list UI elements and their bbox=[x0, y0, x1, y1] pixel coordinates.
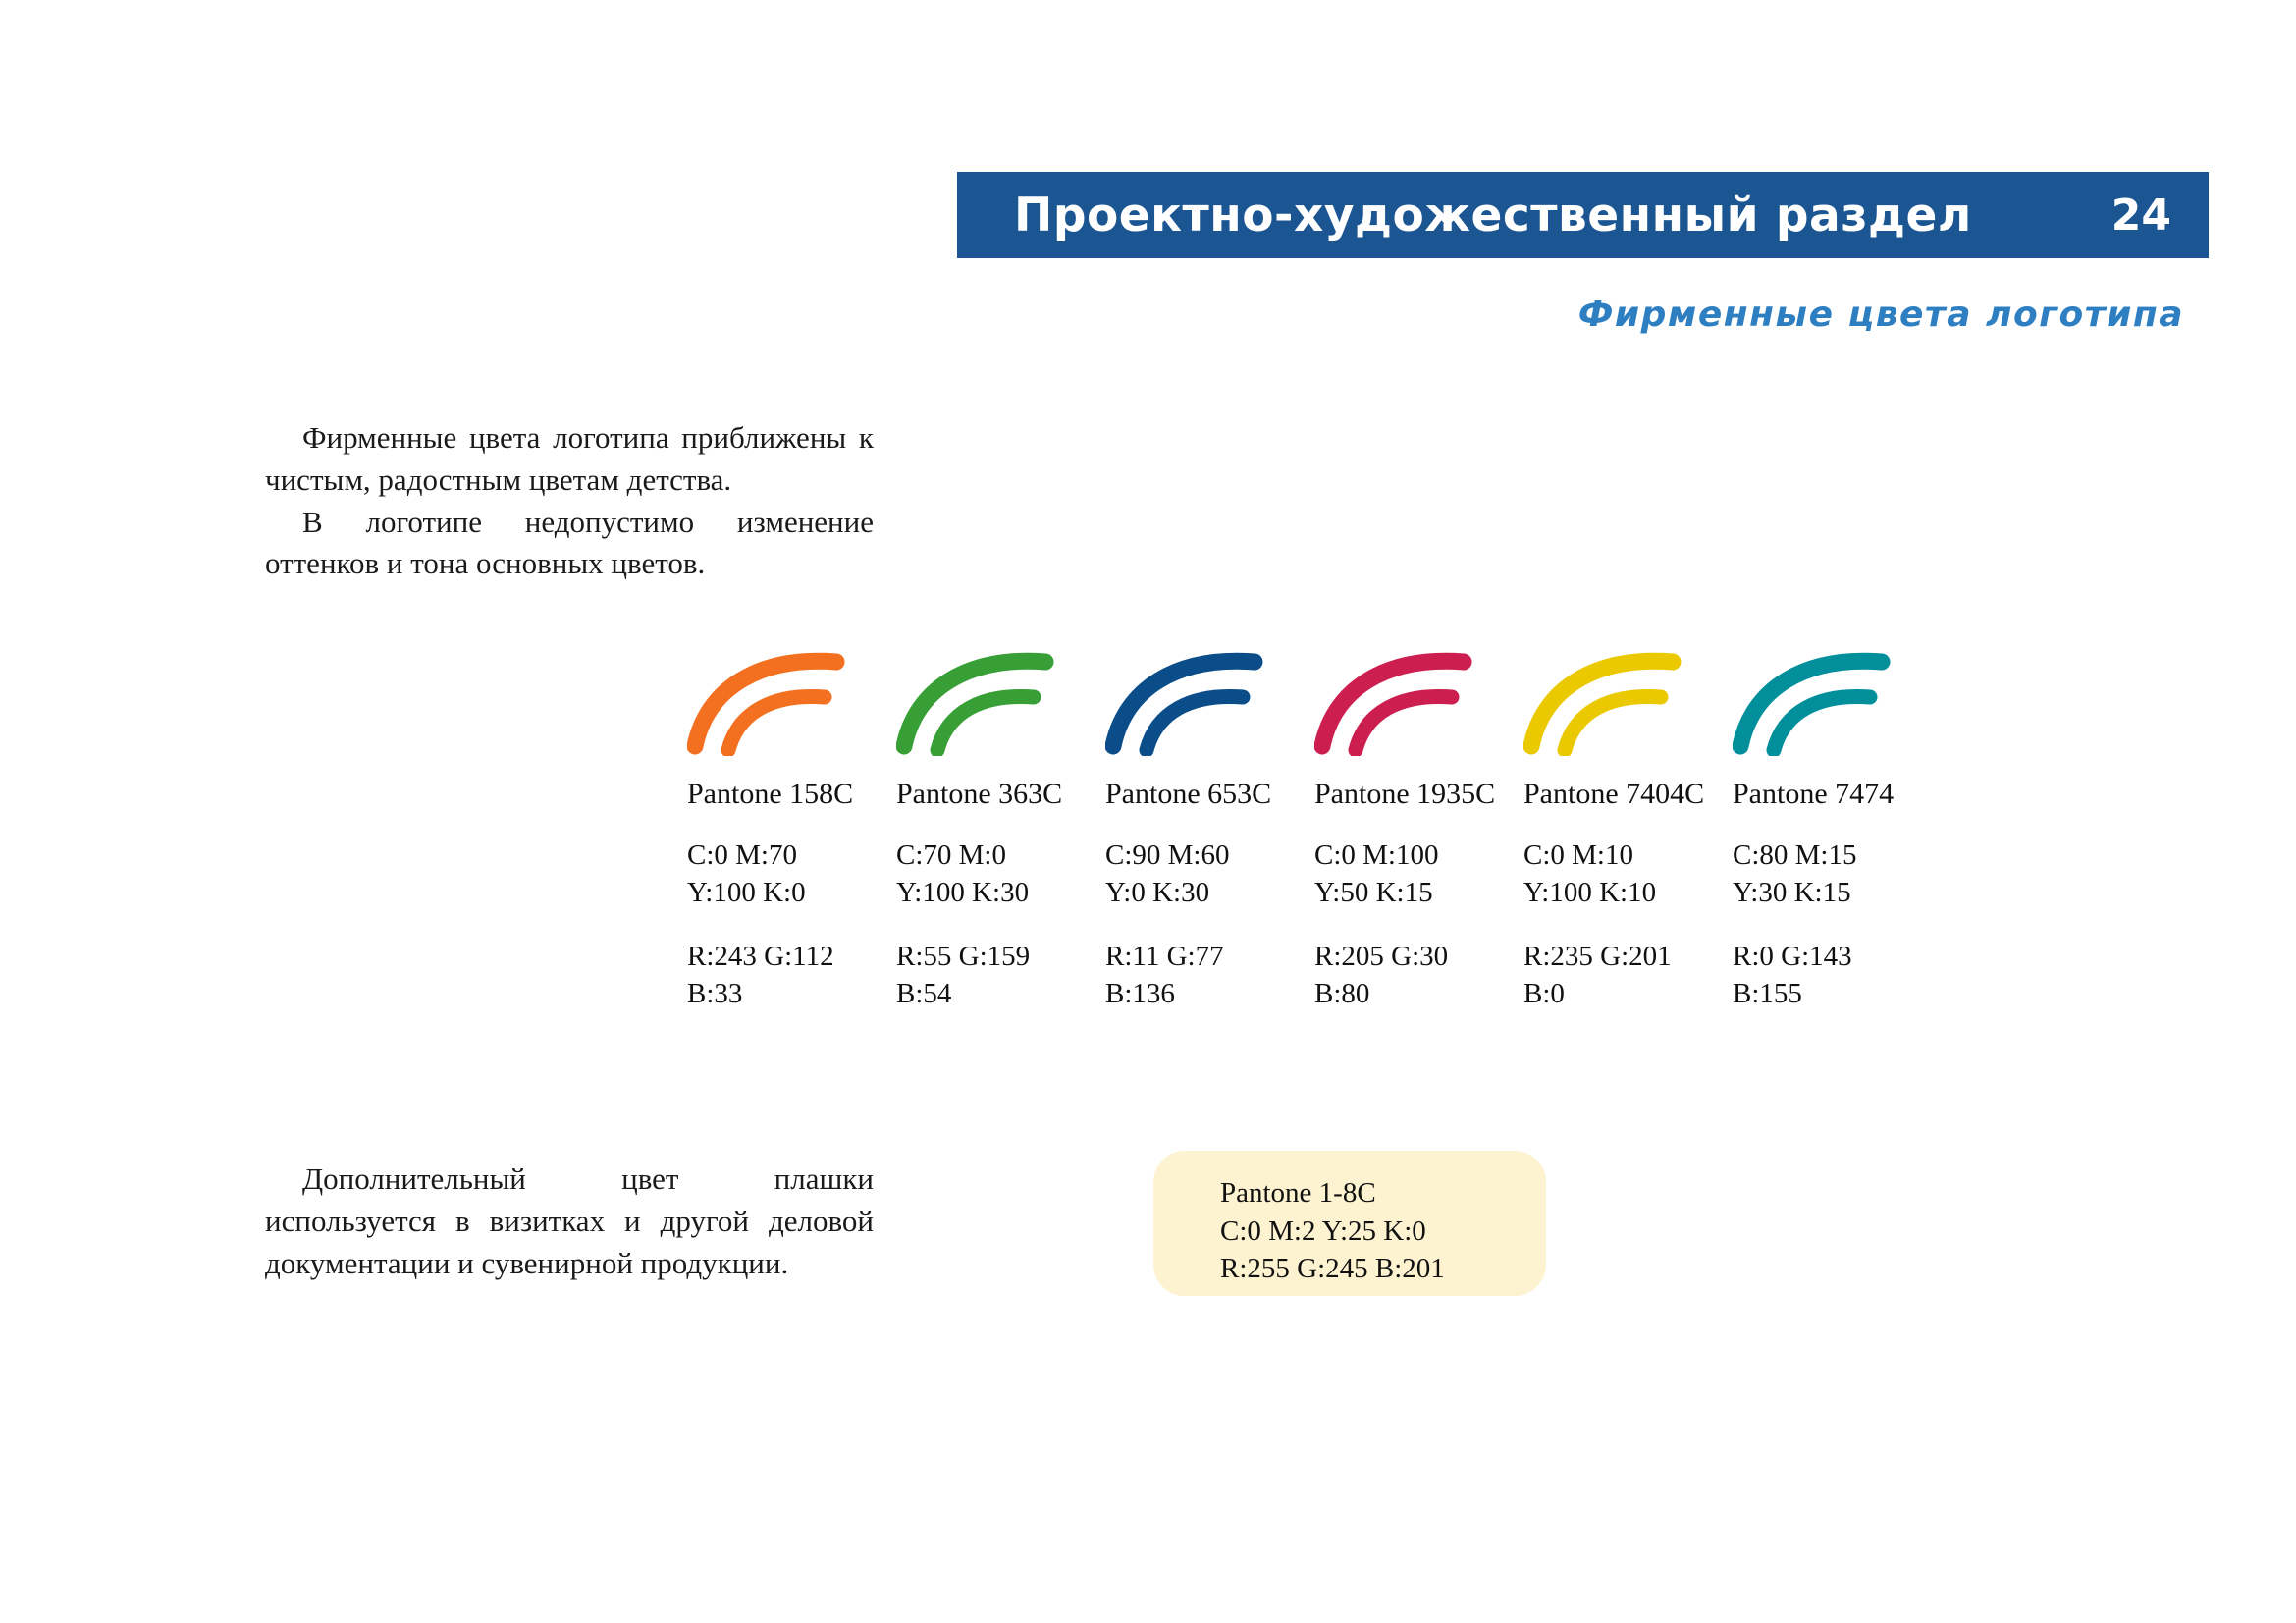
swatch-rgb bbox=[1314, 938, 1523, 1013]
swatch-name: Pantone 653C bbox=[1105, 778, 1272, 810]
logo-arc-icon bbox=[896, 648, 1105, 756]
swatch-cmyk-line2: Y:100 K:0 bbox=[687, 877, 806, 909]
extra-color-chip bbox=[1153, 1151, 1546, 1296]
color-swatch bbox=[1314, 648, 1523, 1012]
color-swatch bbox=[687, 648, 896, 1012]
extra-color-rgb: R:255 G:245 B:201 bbox=[1220, 1253, 1445, 1285]
swatch-rgb bbox=[1105, 938, 1314, 1013]
swatch-cmyk-line1: C:0 M:100 bbox=[1314, 839, 1439, 871]
swatch-rgb bbox=[1523, 938, 1733, 1013]
swatch-rgb bbox=[687, 938, 896, 1013]
swatch-name: Pantone 1935C bbox=[1314, 778, 1496, 810]
swatch-rgb-line1: R:55 G:159 bbox=[896, 940, 1031, 972]
logo-arc-icon bbox=[687, 648, 896, 756]
intro-text-block bbox=[265, 417, 874, 585]
swatch-cmyk-line1: C:90 M:60 bbox=[1105, 839, 1230, 871]
swatch-cmyk bbox=[1733, 837, 1942, 912]
swatch-rgb-line2: B:33 bbox=[687, 977, 743, 1009]
swatch-cmyk-line1: C:80 M:15 bbox=[1733, 839, 1857, 871]
color-swatch bbox=[1523, 648, 1733, 1012]
intro-paragraph-2: В логотипе недопустимо изменение оттенков и тона основных цветов. bbox=[265, 504, 874, 581]
swatch-cmyk-line2: Y:0 K:30 bbox=[1105, 877, 1210, 909]
swatch-cmyk-line2: Y:50 K:15 bbox=[1314, 877, 1433, 909]
swatch-cmyk bbox=[896, 837, 1105, 912]
swatch-rgb-line2: B:80 bbox=[1314, 977, 1370, 1009]
bottom-text-block bbox=[265, 1159, 874, 1284]
swatch-rgb-line1: R:235 G:201 bbox=[1523, 940, 1672, 972]
extra-color-cmyk: C:0 M:2 Y:25 K:0 bbox=[1220, 1215, 1426, 1247]
page-number: 24 bbox=[2110, 189, 2171, 241]
swatch-rgb-line1: R:0 G:143 bbox=[1733, 940, 1852, 972]
swatch-cmyk bbox=[687, 837, 896, 912]
swatch-cmyk-line2: Y:100 K:10 bbox=[1523, 877, 1657, 909]
swatch-rgb-line1: R:11 G:77 bbox=[1105, 940, 1224, 972]
color-swatch bbox=[1733, 648, 1942, 1012]
swatch-name: Pantone 7474 bbox=[1733, 778, 1895, 810]
bottom-paragraph: Дополнительный цвет плашки используется в визитках и другой деловой документации и сувенирной продукции. bbox=[265, 1162, 874, 1280]
swatch-cmyk bbox=[1523, 837, 1733, 912]
logo-arc-icon bbox=[1523, 648, 1733, 756]
color-swatch bbox=[896, 648, 1105, 1012]
swatch-rgb-line2: B:54 bbox=[896, 977, 952, 1009]
swatch-cmyk-line2: Y:100 K:30 bbox=[896, 877, 1030, 909]
swatch-cmyk bbox=[1314, 837, 1523, 912]
swatch-rgb bbox=[896, 938, 1105, 1013]
swatch-cmyk-line1: C:0 M:70 bbox=[687, 839, 797, 871]
color-swatch bbox=[1105, 648, 1314, 1012]
swatch-cmyk-line1: C:0 M:10 bbox=[1523, 839, 1633, 871]
swatch-cmyk-line1: C:70 M:0 bbox=[896, 839, 1006, 871]
swatch-rgb bbox=[1733, 938, 1942, 1013]
swatch-rgb-line2: B:155 bbox=[1733, 977, 1802, 1009]
swatch-rgb-line1: R:205 G:30 bbox=[1314, 940, 1449, 972]
swatch-rgb-line2: B:0 bbox=[1523, 977, 1565, 1009]
intro-paragraph-1: Фирменные цвета логотипа приближены к чистым, радостным цветам детства. bbox=[265, 420, 874, 497]
page-subtitle: Фирменные цвета логотипа bbox=[1577, 295, 2184, 335]
swatch-cmyk bbox=[1105, 837, 1314, 912]
page-header-bar bbox=[957, 172, 2209, 258]
extra-color-name: Pantone 1-8C bbox=[1220, 1177, 1376, 1209]
swatch-rgb-line1: R:243 G:112 bbox=[687, 940, 834, 972]
logo-arc-icon bbox=[1733, 648, 1942, 756]
color-swatch-row bbox=[687, 648, 2218, 1012]
page-title: Проектно-художественный раздел bbox=[1014, 188, 1972, 243]
swatch-name: Pantone 7404C bbox=[1523, 778, 1705, 810]
swatch-cmyk-line2: Y:30 K:15 bbox=[1733, 877, 1851, 909]
swatch-name: Pantone 363C bbox=[896, 778, 1063, 810]
swatch-rgb-line2: B:136 bbox=[1105, 977, 1175, 1009]
logo-arc-icon bbox=[1314, 648, 1523, 756]
logo-arc-icon bbox=[1105, 648, 1314, 756]
swatch-name: Pantone 158C bbox=[687, 778, 854, 810]
